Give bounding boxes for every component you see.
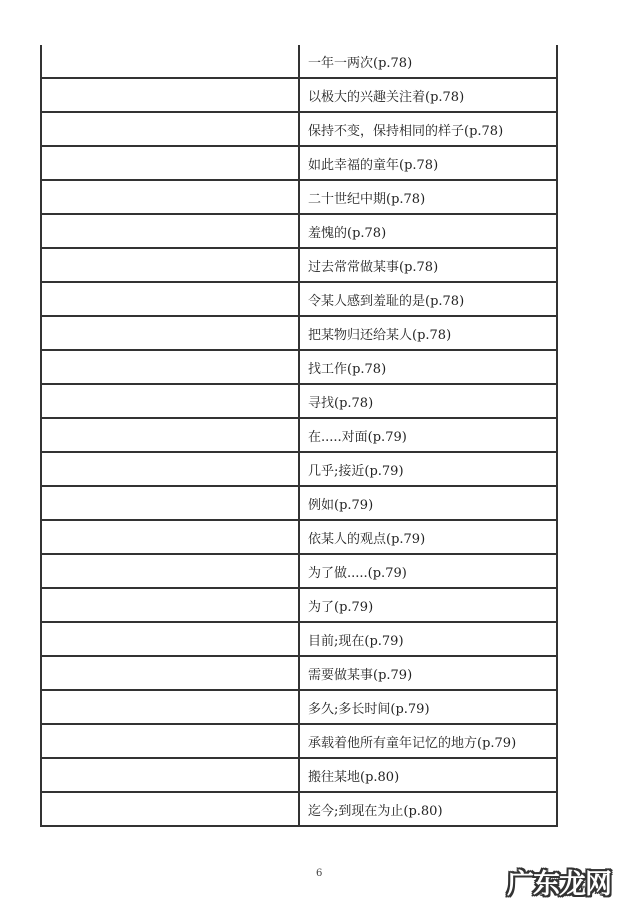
chinese-phrase-cell: 保持不变，保持相同的样子(p.78) bbox=[308, 123, 504, 139]
table-row bbox=[42, 283, 556, 317]
english-cell[interactable] bbox=[42, 317, 300, 349]
chinese-phrase-cell: 承载着他所有童年记忆的地方(p.79) bbox=[308, 735, 517, 751]
table-row bbox=[42, 351, 556, 385]
page-number: 6 bbox=[316, 868, 323, 879]
chinese-phrase-cell: 多久;多长时间(p.79) bbox=[308, 701, 430, 717]
table-row bbox=[42, 385, 556, 419]
chinese-phrase-cell: 例如(p.79) bbox=[308, 497, 374, 513]
english-cell[interactable] bbox=[42, 147, 300, 179]
english-cell[interactable] bbox=[42, 249, 300, 281]
table-row bbox=[42, 79, 556, 113]
chinese-phrase-cell: 寻找(p.78) bbox=[308, 395, 374, 411]
table-row bbox=[42, 759, 556, 793]
chinese-phrase-cell: 令某人感到羞耻的是(p.78) bbox=[308, 293, 465, 309]
table-row bbox=[42, 589, 556, 623]
english-cell[interactable] bbox=[42, 385, 300, 417]
chinese-phrase-cell: 为了(p.79) bbox=[308, 599, 374, 615]
table-row bbox=[42, 45, 556, 79]
english-cell[interactable] bbox=[42, 555, 300, 587]
chinese-phrase-cell: 需要做某事(p.79) bbox=[308, 667, 413, 683]
table-row bbox=[42, 181, 556, 215]
english-cell[interactable] bbox=[42, 691, 300, 723]
chinese-phrase-cell: 过去常常做某事(p.78) bbox=[308, 259, 439, 275]
chinese-phrase-cell: 二十世纪中期(p.78) bbox=[308, 191, 426, 207]
chinese-phrase-cell: 几乎;接近(p.79) bbox=[308, 463, 404, 479]
table-row bbox=[42, 623, 556, 657]
watermark-logo: 广东龙网 bbox=[507, 869, 611, 900]
table-row bbox=[42, 657, 556, 691]
chinese-phrase-cell: 搬往某地(p.80) bbox=[308, 769, 400, 785]
table-row bbox=[42, 419, 556, 453]
table-row bbox=[42, 317, 556, 351]
english-cell[interactable] bbox=[42, 657, 300, 689]
table-row bbox=[42, 453, 556, 487]
english-cell[interactable] bbox=[42, 79, 300, 111]
english-cell[interactable] bbox=[42, 521, 300, 553]
english-cell[interactable] bbox=[42, 113, 300, 145]
table-row bbox=[42, 793, 556, 827]
chinese-phrase-cell: 为了做.....(p.79) bbox=[308, 565, 407, 581]
chinese-phrase-cell: 找工作(p.78) bbox=[308, 361, 387, 377]
table-row bbox=[42, 113, 556, 147]
chinese-phrase-cell: 把某物归还给某人(p.78) bbox=[308, 327, 452, 343]
table-row bbox=[42, 555, 556, 589]
english-cell[interactable] bbox=[42, 725, 300, 757]
chinese-phrase-cell: 依某人的观点(p.79) bbox=[308, 531, 426, 547]
chinese-phrase-cell: 在.....对面(p.79) bbox=[308, 429, 407, 445]
table-row bbox=[42, 215, 556, 249]
english-cell[interactable] bbox=[42, 453, 300, 485]
english-cell[interactable] bbox=[42, 283, 300, 315]
english-cell[interactable] bbox=[42, 45, 300, 77]
chinese-phrase-cell: 一年一两次(p.78) bbox=[308, 55, 413, 71]
chinese-phrase-cell: 如此幸福的童年(p.78) bbox=[308, 157, 439, 173]
english-cell[interactable] bbox=[42, 181, 300, 213]
vocabulary-table bbox=[40, 45, 558, 827]
table-row bbox=[42, 249, 556, 283]
chinese-phrase-cell: 以极大的兴趣关注着(p.78) bbox=[308, 89, 465, 105]
english-cell[interactable] bbox=[42, 759, 300, 791]
english-cell[interactable] bbox=[42, 351, 300, 383]
english-cell[interactable] bbox=[42, 589, 300, 621]
table-row bbox=[42, 487, 556, 521]
english-cell[interactable] bbox=[42, 623, 300, 655]
table-row bbox=[42, 725, 556, 759]
english-cell[interactable] bbox=[42, 793, 300, 825]
chinese-phrase-cell: 迄今;到现在为止(p.80) bbox=[308, 803, 443, 819]
table-row bbox=[42, 521, 556, 555]
chinese-phrase-cell: 目前;现在(p.79) bbox=[308, 633, 404, 649]
table-row bbox=[42, 691, 556, 725]
english-cell[interactable] bbox=[42, 487, 300, 519]
english-cell[interactable] bbox=[42, 215, 300, 247]
english-cell[interactable] bbox=[42, 419, 300, 451]
table-row bbox=[42, 147, 556, 181]
chinese-phrase-cell: 羞愧的(p.78) bbox=[308, 225, 387, 241]
